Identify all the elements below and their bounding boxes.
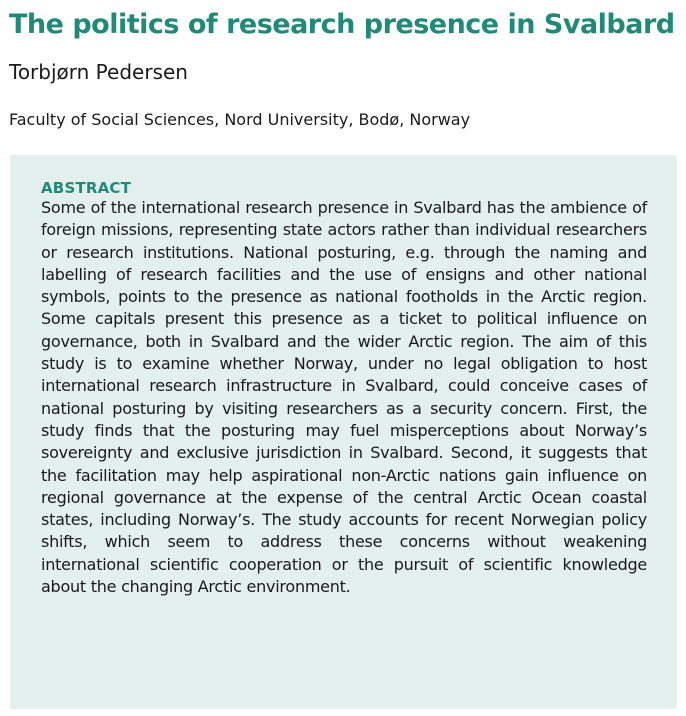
author-affiliation: Faculty of Social Sciences, Nord University, Bodø, Norway [9,110,471,129]
abstract-text: Some of the international research presence in Svalbard has the ambience of foreign missions, representing state actors rather than individual researchers or research institutions. National posturing, e.g. through the naming and labelling of research facilities and the use of ensigns and other national symbols, points to the presence as national footholds in the Arctic region. Some capitals present this presence as a ticket to political influence on governance, both in Svalbard and the wider Arctic region. The aim of this study is to examine whether Norway, under no legal obligation to host international research infrastructure in Svalbard, could conceive cases of national posturing by visiting researchers as a security concern. First, the study finds that the posturing may fuel misperceptions about Norway’s sovereignty and exclusive jurisdiction in Svalbard. Second, it suggests that the facilitation may help aspirational non-Arctic nations gain influence on regional governance at the expense of the central Arctic Ocean coastal states, including Norway’s. The study accounts for recent Norwegian policy shifts, which seem to address these concerns without weakening international scientific cooperation or the pursuit of scientific knowledge about the changing Arctic environment. [41,198,647,597]
abstract-box [10,155,677,709]
abstract-heading: ABSTRACT [41,179,132,197]
article-title: The politics of research presence in Svalbard [9,9,675,40]
author-name: Torbjørn Pedersen [9,60,188,84]
